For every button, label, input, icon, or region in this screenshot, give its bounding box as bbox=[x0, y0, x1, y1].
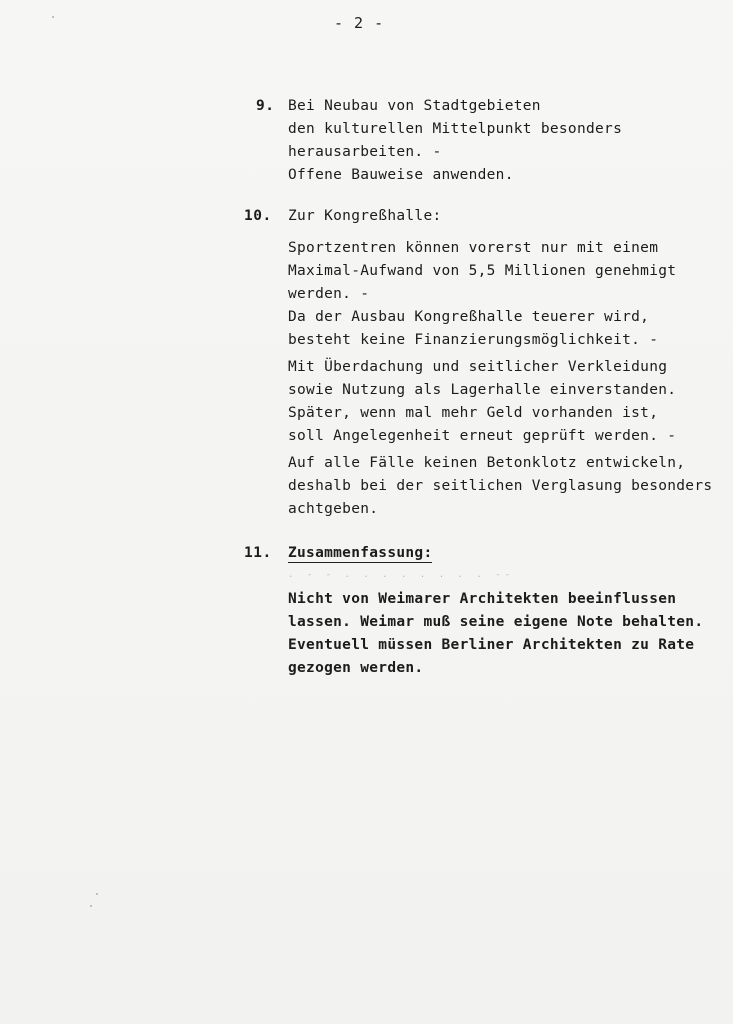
section-number: 10. bbox=[244, 208, 272, 224]
text-line: Sportzentren können vorerst nur mit einem bbox=[288, 240, 659, 256]
text-line: Später, wenn mal mehr Geld vorhanden ist, bbox=[288, 405, 659, 421]
text-line: lassen. Weimar muß seine eigene Note behalten. bbox=[288, 614, 704, 630]
text-line: herausarbeiten. - bbox=[288, 144, 442, 160]
text-line: Da der Ausbau Kongreßhalle teuerer wird, bbox=[288, 309, 650, 325]
section-heading: Zusammenfassung: bbox=[288, 545, 433, 561]
paper-speck bbox=[90, 905, 92, 907]
text-line: Bei Neubau von Stadtgebieten bbox=[288, 98, 541, 114]
text-line: soll Angelegenheit erneut geprüft werden. - bbox=[288, 428, 677, 444]
section-number: 9. bbox=[256, 98, 275, 114]
text-line: Eventuell müssen Berliner Architekten zu Rate bbox=[288, 637, 695, 653]
text-line: achtgeben. bbox=[288, 501, 379, 517]
page-number: - 2 - bbox=[334, 14, 385, 32]
paper-speck bbox=[96, 893, 98, 895]
text-line: Auf alle Fälle keinen Betonklotz entwickeln, bbox=[288, 455, 686, 471]
faint-marks: . - - . . . . . . . . -- bbox=[288, 570, 515, 580]
text-line: den kulturellen Mittelpunkt besonders bbox=[288, 121, 623, 137]
text-line: deshalb bei der seitlichen Verglasung besonders bbox=[288, 478, 713, 494]
text-line: werden. - bbox=[288, 286, 370, 302]
paper-speck bbox=[52, 16, 54, 18]
text-line: besteht keine Finanzierungsmöglichkeit. - bbox=[288, 332, 659, 348]
text-line: sowie Nutzung als Lagerhalle einverstanden. bbox=[288, 382, 677, 398]
section-number: 11. bbox=[244, 545, 272, 561]
text-line: Offene Bauweise anwenden. bbox=[288, 167, 514, 183]
text-line: Maximal-Aufwand von 5,5 Millionen genehmigt bbox=[288, 263, 677, 279]
text-line: Nicht von Weimarer Architekten beeinflussen bbox=[288, 591, 677, 607]
text-line: gezogen werden. bbox=[288, 660, 424, 676]
section-heading: Zur Kongreßhalle: bbox=[288, 208, 442, 224]
text-line: Mit Überdachung und seitlicher Verkleidung bbox=[288, 359, 668, 375]
